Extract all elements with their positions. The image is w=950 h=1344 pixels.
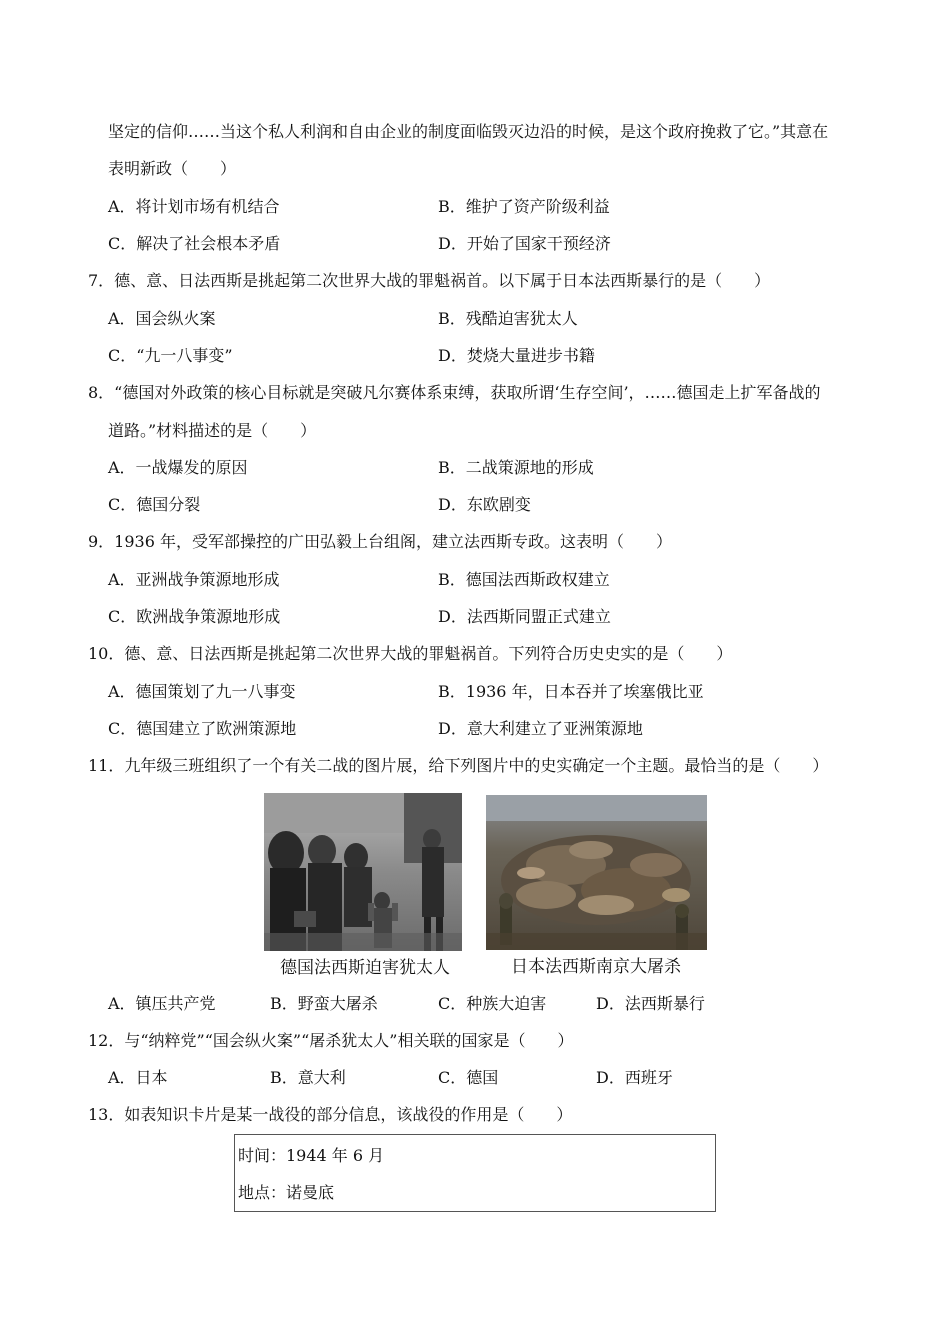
q12-stem: 12．与“纳粹党”“国会纵火案”“屠杀犹太人”相关联的国家是（ ） [88, 1031, 574, 1050]
q11-stem: 11．九年级三班组织了一个有关二战的图片展，给下列图片中的史实确定一个主题。最恰当的是（ ） [88, 756, 829, 775]
q8-option-a[interactable]: A．一战爆发的原因 [108, 458, 248, 477]
q7-stem: 7．德、意、日法西斯是挑起第二次世界大战的罪魁祸首。以下属于日本法西斯暴行的是（ ） [88, 271, 771, 290]
q9-option-c[interactable]: C．欧洲战争策源地形成 [108, 607, 281, 626]
photo-caption-nanjing: 日本法西斯南京大屠杀 [511, 957, 681, 977]
photo-nanjing-massacre [486, 795, 707, 950]
q6-option-b[interactable]: B．维护了资产阶级利益 [438, 197, 610, 216]
q7-option-a[interactable]: A．国会纵火案 [108, 309, 216, 328]
q11-option-d[interactable]: D．法西斯暴行 [596, 994, 705, 1013]
q12-option-d[interactable]: D．西班牙 [596, 1068, 673, 1087]
photo-persecution-of-jews [264, 793, 462, 951]
q7-option-c[interactable]: C．“九一八事变” [108, 346, 233, 365]
q8-stem-line2: 道路。”材料描述的是（ ） [108, 421, 317, 440]
q6-stem-line1: 坚定的信仰……当这个私人利润和自由企业的制度面临毁灭边沿的时候，是这个政府挽救了它。”其意在 [108, 122, 829, 141]
q9-option-a[interactable]: A．亚洲战争策源地形成 [108, 570, 280, 589]
q9-option-b[interactable]: B．德国法西斯政权建立 [438, 570, 610, 589]
q7-option-d[interactable]: D．焚烧大量进步书籍 [438, 346, 595, 365]
q13-stem: 13．如表知识卡片是某一战役的部分信息，该战役的作用是（ ） [88, 1105, 573, 1124]
q9-option-d[interactable]: D．法西斯同盟正式建立 [438, 607, 611, 626]
q8-stem-line1: 8．“德国对外政策的核心目标就是突破凡尔赛体系束缚，获取所谓‘生存空间’，……德国走上扩军备战的 [88, 383, 821, 402]
q8-option-b[interactable]: B．二战策源地的形成 [438, 458, 594, 477]
q10-option-b[interactable]: B．1936 年，日本吞并了埃塞俄比亚 [438, 682, 704, 701]
q6-option-a[interactable]: A．将计划市场有机结合 [108, 197, 280, 216]
photo-caption-persecution: 德国法西斯迫害犹太人 [280, 958, 450, 978]
photo-persecution-graphic [264, 793, 462, 951]
q9-stem: 9．1936 年，受军部操控的广田弘毅上台组阁，建立法西斯专政。这表明（ ） [88, 532, 672, 551]
card-location: 地点：诺曼底 [238, 1183, 335, 1202]
q8-option-c[interactable]: C．德国分裂 [108, 495, 201, 514]
q11-option-c[interactable]: C．种族大迫害 [438, 994, 547, 1013]
q10-option-a[interactable]: A．德国策划了九一八事变 [108, 682, 296, 701]
q12-option-b[interactable]: B．意大利 [270, 1068, 346, 1087]
q12-option-c[interactable]: C．德国 [438, 1068, 499, 1087]
card-time: 时间：1944 年 6 月 [238, 1146, 385, 1165]
q11-option-a[interactable]: A．镇压共产党 [108, 994, 216, 1013]
q7-option-b[interactable]: B．残酷迫害犹太人 [438, 309, 578, 328]
q8-option-d[interactable]: D．东欧剧变 [438, 495, 531, 514]
q6-option-d[interactable]: D．开始了国家干预经济 [438, 234, 611, 253]
q13-knowledge-card [234, 1134, 716, 1212]
q12-option-a[interactable]: A．日本 [108, 1068, 168, 1087]
q10-option-c[interactable]: C．德国建立了欧洲策源地 [108, 719, 297, 738]
photo-nanjing-graphic [486, 795, 707, 950]
q10-stem: 10．德、意、日法西斯是挑起第二次世界大战的罪魁祸首。下列符合历史史实的是（ ） [88, 644, 733, 663]
q10-option-d[interactable]: D．意大利建立了亚洲策源地 [438, 719, 643, 738]
q6-stem-line2: 表明新政（ ） [108, 159, 237, 178]
q11-option-b[interactable]: B．野蛮大屠杀 [270, 994, 378, 1013]
q6-option-c[interactable]: C．解决了社会根本矛盾 [108, 234, 281, 253]
